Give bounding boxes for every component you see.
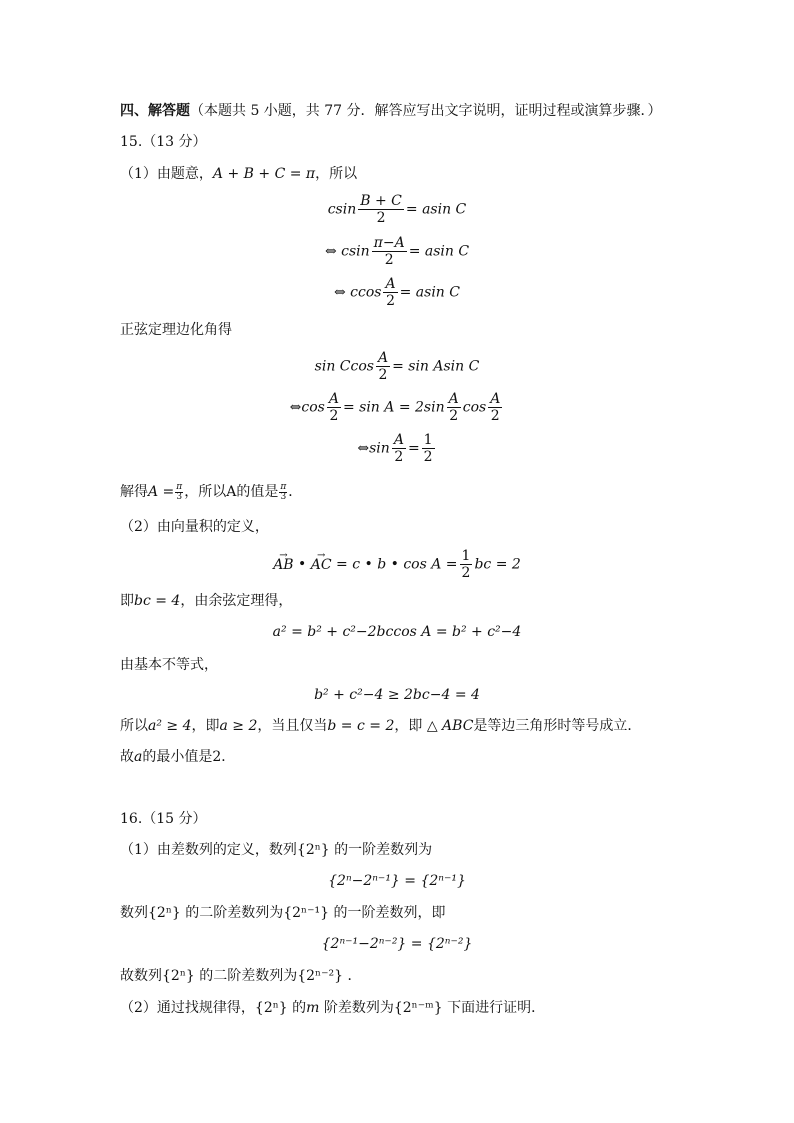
- eq6-num1: A: [393, 432, 404, 448]
- bc-suffix: ，由余弦定理得，: [180, 593, 293, 609]
- eq6-num2: 1: [423, 432, 433, 448]
- eq3-den: 2: [386, 293, 395, 309]
- q16-p2-var: m: [306, 1000, 320, 1016]
- q15-p1-suffix: ，所以: [315, 166, 358, 182]
- so-eq1: a² ≥ 4: [148, 718, 192, 734]
- result-end: ．: [288, 484, 303, 500]
- eq2-left: ⇔ csin: [324, 243, 370, 260]
- eq5-left: ⇔cos: [289, 399, 325, 416]
- q15-eq1: [0, 193, 794, 226]
- eq2-num: π−A: [373, 235, 405, 251]
- result-den1: 3: [176, 491, 183, 502]
- result-fraction1: [175, 483, 183, 502]
- eq7-mid: = c • b • cos A =: [331, 556, 458, 573]
- eq2-den: 2: [384, 252, 394, 268]
- eq5-fraction1: [327, 391, 341, 424]
- eq6-den1: 2: [394, 449, 404, 465]
- eq4-left: sin Ccos: [314, 358, 374, 375]
- result-mid: ，所以A的值是: [184, 484, 279, 500]
- eq5-num2: A: [448, 391, 459, 407]
- eq1-den: 2: [376, 210, 386, 226]
- q16-part2-intro: [120, 998, 545, 1018]
- bc-equation: bc = 4: [134, 593, 181, 609]
- q15-eq5: [0, 391, 794, 424]
- q16-eq2-text: {2ⁿ⁻¹−2ⁿ⁻²} = {2ⁿ⁻²}: [321, 936, 473, 952]
- eq5-den1: 2: [329, 408, 339, 424]
- final-var: a: [134, 749, 143, 765]
- so-eq3: b = c = 2: [327, 718, 395, 734]
- q15-eq8: [0, 622, 794, 642]
- eq4-num: A: [377, 350, 389, 366]
- eq4-right: = sin Asin C: [392, 358, 480, 375]
- eq6-den2: 2: [423, 449, 433, 465]
- result-num2: π: [280, 481, 287, 492]
- q16-part1-intro: （1）由差数列的定义，数列{2ⁿ} 的一阶差数列为: [120, 842, 433, 858]
- q15-p1-equation: A + B + C = π: [212, 166, 316, 182]
- eq1-left: csin: [327, 201, 357, 218]
- q15-eq6: [0, 432, 794, 465]
- vector-ac: → AC: [311, 555, 332, 575]
- q15-ineq-line: 由基本不等式，: [120, 657, 218, 673]
- eq7-dot: •: [293, 556, 311, 573]
- so-mid1: ，即: [191, 718, 220, 734]
- eq7-right: bc = 2: [474, 556, 521, 573]
- q15-bc-line: [120, 591, 292, 611]
- eq5-den2: 2: [449, 408, 459, 424]
- eq3-right: = asin C: [399, 284, 460, 301]
- q15-eq4: [0, 350, 794, 383]
- eq1-right: = asin C: [405, 201, 467, 218]
- vector-ab: → AB: [273, 555, 293, 575]
- eq2-right: = asin C: [408, 243, 470, 260]
- q15-eq3: [0, 276, 794, 309]
- section-heading: [120, 101, 662, 121]
- eq1-fraction: [358, 193, 404, 226]
- q15-header: 15.（13 分）: [120, 134, 207, 150]
- eq5-mid: = sin A = 2sin: [342, 399, 445, 416]
- eq5-fraction3: [488, 391, 502, 424]
- q15-eq9: [0, 685, 794, 705]
- q15-eq7: [0, 548, 794, 581]
- q16-p2-end: 阶差数列为{2ⁿ⁻ᵐ} 下面进行证明．: [319, 1000, 546, 1016]
- q16-eq1: [0, 871, 794, 891]
- eq6-left: ⇔sin: [357, 440, 390, 457]
- eq7-fraction: [460, 548, 473, 581]
- so-eq2: a ≥ 2: [219, 718, 258, 734]
- result-var: A =: [148, 484, 175, 500]
- q15-final-line: [120, 747, 235, 767]
- eq5-mid2: cos: [462, 399, 487, 416]
- q16-part1-conclusion: 故数列{2ⁿ} 的二阶差数列为{2ⁿ⁻²} ．: [120, 968, 362, 984]
- q15-part1-intro: [120, 164, 357, 184]
- q16-eq1-text: {2ⁿ−2ⁿ⁻¹} = {2ⁿ⁻¹}: [328, 873, 466, 889]
- eq6-eq: =: [407, 440, 420, 457]
- so-mid2: ，当且仅当: [257, 718, 328, 734]
- q16-header: 16.（15 分）: [120, 811, 207, 827]
- eq5-den3: 2: [490, 408, 500, 424]
- eq5-fraction2: [447, 391, 461, 424]
- q16-part1-second: 数列{2ⁿ} 的二阶差数列为{2ⁿ⁻¹} 的一阶差数列，即: [120, 905, 446, 921]
- bc-prefix: 即: [120, 593, 134, 609]
- so-end: 是等边三角形时等号成立．: [473, 718, 642, 734]
- eq7-num: 1: [461, 548, 471, 564]
- section-title: 四、解答题: [120, 103, 190, 119]
- q15-p1-prefix: （1）由题意，: [120, 166, 213, 182]
- q15-result: [120, 482, 302, 502]
- eq4-fraction: [376, 350, 390, 383]
- q15-eq2: [0, 235, 794, 268]
- final-end: 的最小值是2．: [142, 749, 236, 765]
- eq3-num: A: [385, 276, 396, 292]
- result-num1: π: [176, 481, 183, 492]
- q15-part2-intro: （2）由向量积的定义，: [120, 519, 269, 535]
- eq8-text: a² = b² + c²−2bccos A = b² + c²−4: [272, 624, 522, 640]
- q16-p2-prefix: （2）通过找规律得，{2ⁿ} 的: [120, 1000, 307, 1016]
- eq1-num: B + C: [360, 193, 402, 209]
- eq3-fraction: [383, 276, 397, 309]
- q16-eq2: [0, 934, 794, 954]
- so-mid3: ，即 △: [394, 718, 443, 734]
- eq5-num3: A: [490, 391, 501, 407]
- eq5-num1: A: [328, 391, 339, 407]
- eq7-den: 2: [461, 565, 471, 581]
- final-prefix: 故: [120, 749, 134, 765]
- eq4-den: 2: [378, 367, 388, 383]
- q15-sine-rule: 正弦定理边化角得: [120, 322, 232, 338]
- eq9-text: b² + c²−4 ≥ 2bc−4 = 4: [314, 687, 480, 703]
- result-fraction2: [279, 483, 287, 502]
- q15-conclusion-line: [120, 716, 641, 736]
- so-triangle: ABC: [442, 718, 474, 734]
- eq2-fraction: [372, 235, 407, 268]
- result-den2: 3: [280, 491, 287, 502]
- eq3-left: ⇔ ccos: [334, 284, 382, 301]
- so-prefix: 所以: [120, 718, 148, 734]
- eq6-fraction2: [422, 432, 435, 465]
- section-note: （本题共 5 小题，共 77 分．解答应写出文字说明，证明过程或演算步骤．）: [190, 103, 662, 119]
- eq6-fraction1: [392, 432, 406, 465]
- result-prefix: 解得: [120, 484, 148, 500]
